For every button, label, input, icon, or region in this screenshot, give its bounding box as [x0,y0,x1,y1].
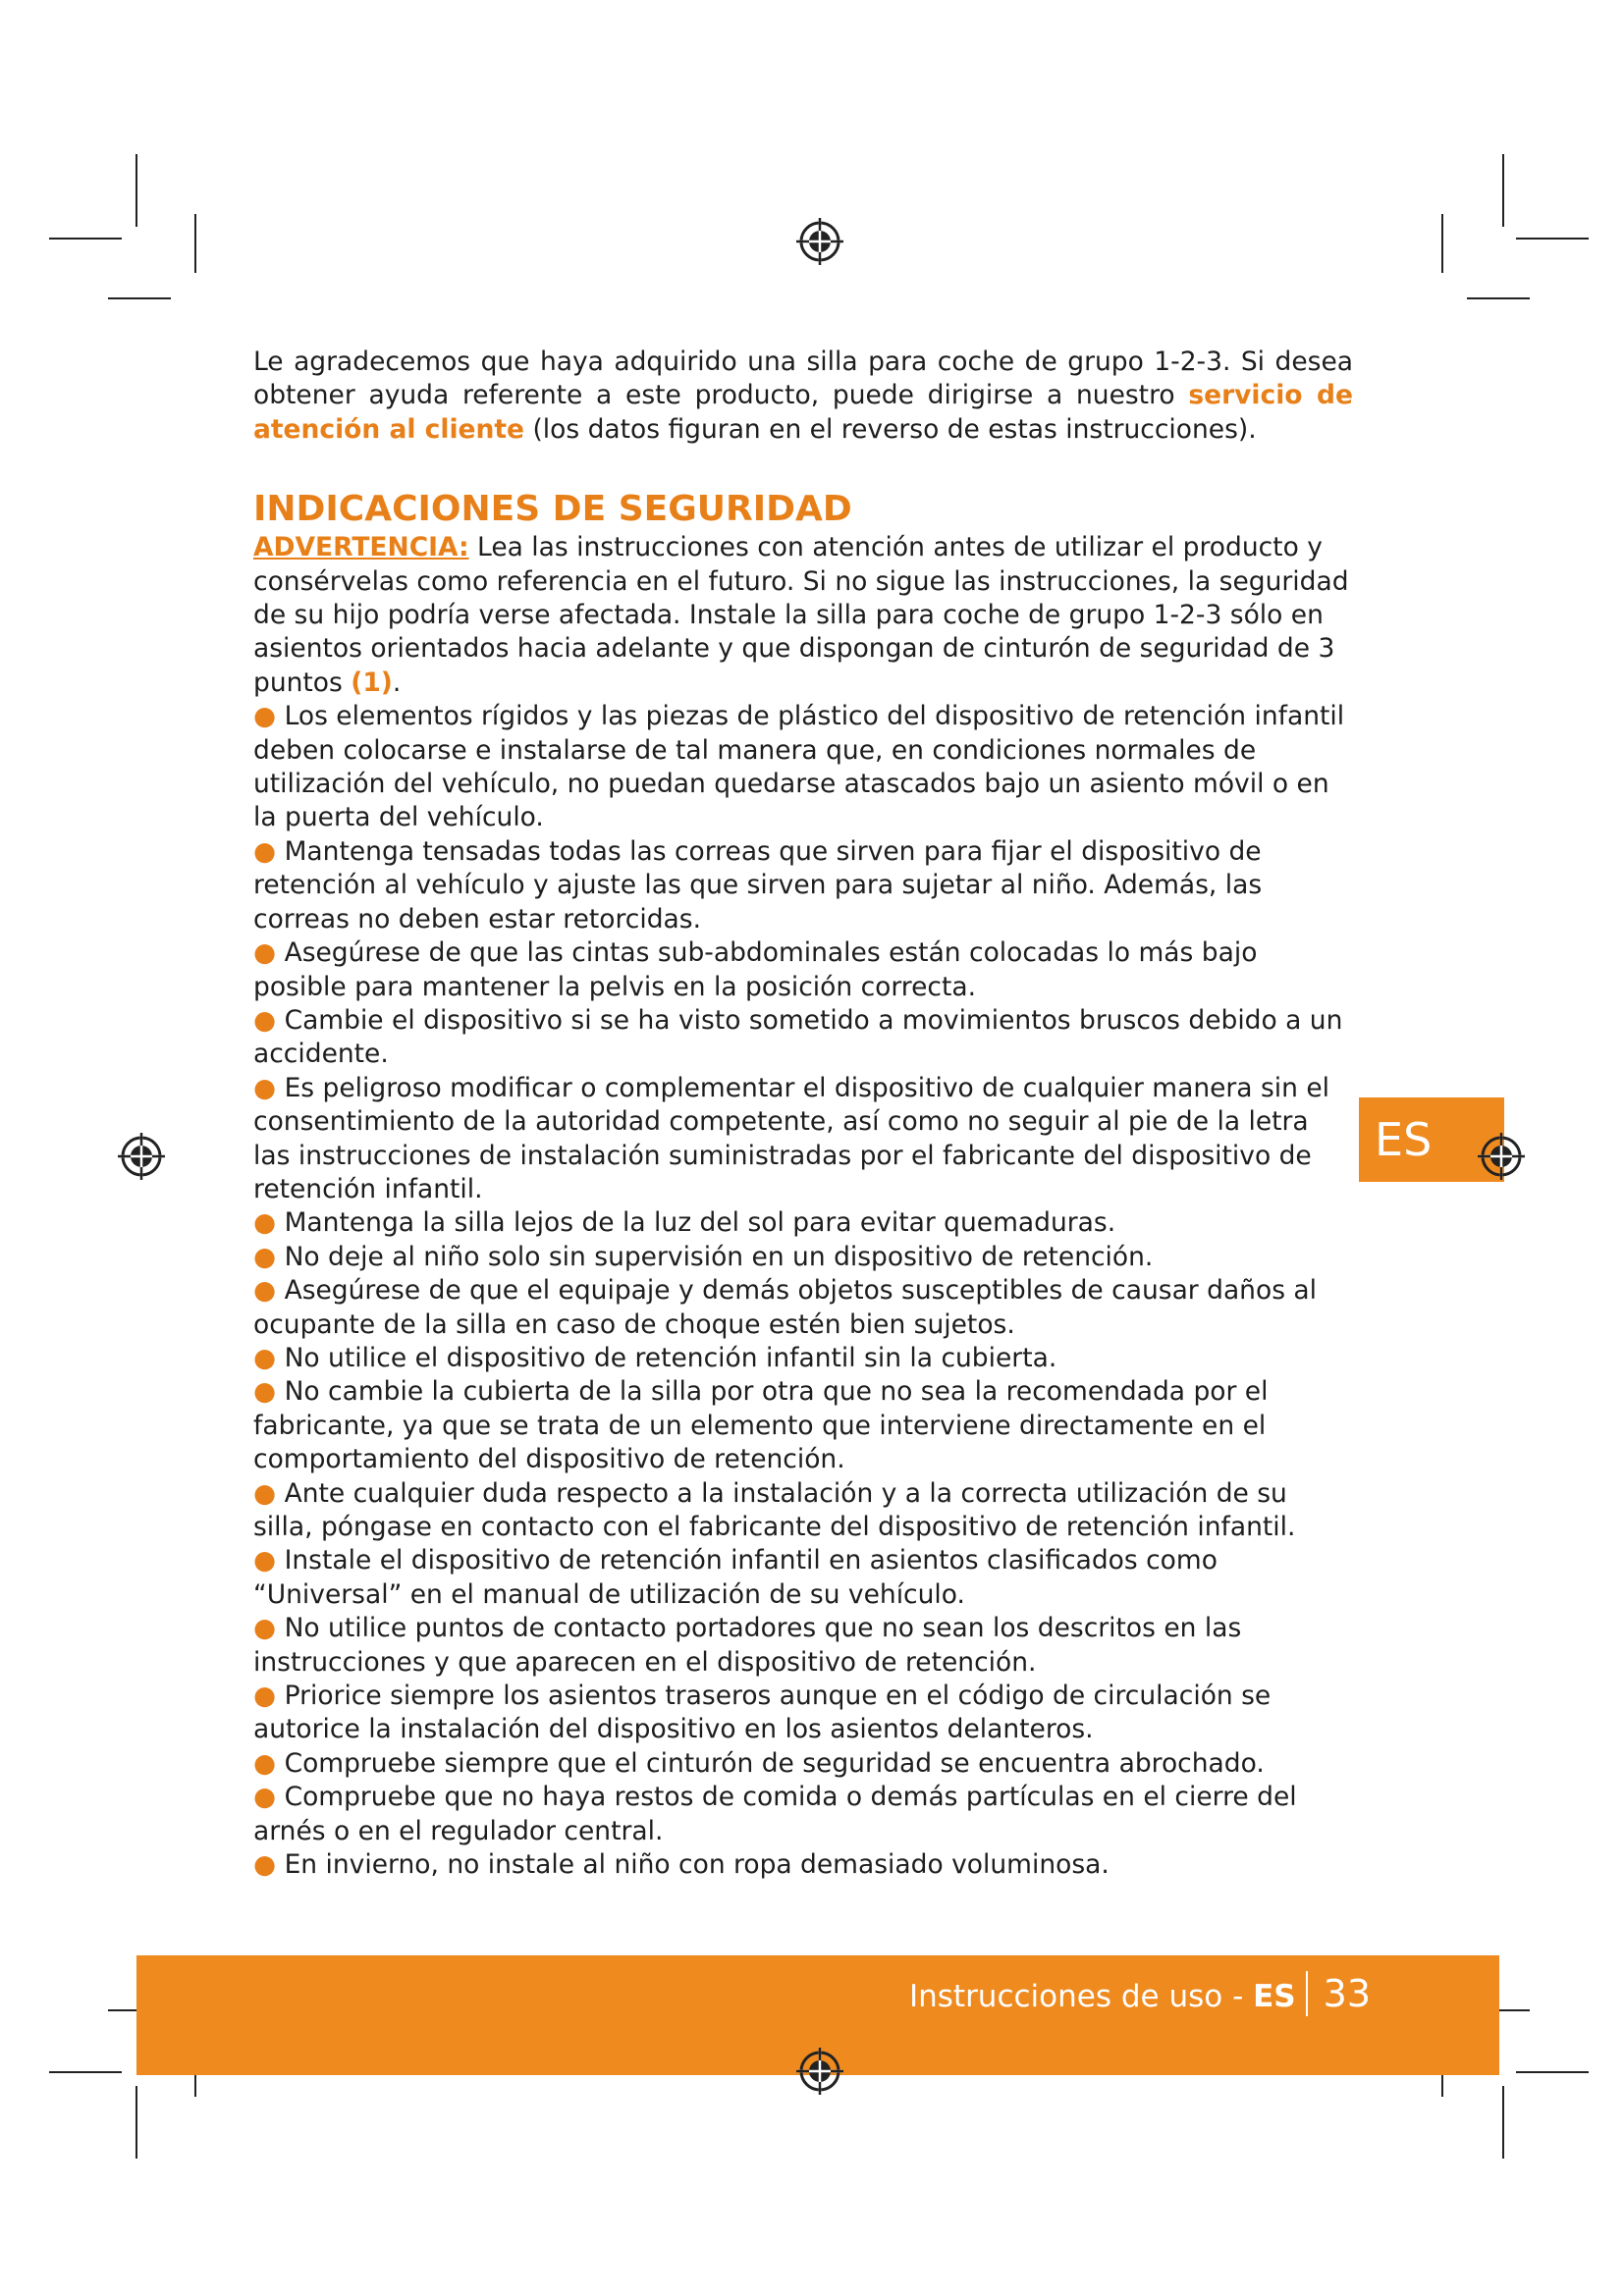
bullet-icon: ● [253,1613,277,1644]
warning-end: . [392,667,402,698]
footer [909,1971,1371,2016]
list-item-text: Instale el dispositivo de retención infantil en asientos clasificados como “Universal” en el manual de utilización de su vehículo. [253,1545,1218,1610]
crop-mark [49,238,122,240]
bullet-icon: ● [253,1545,277,1576]
bullet-icon: ● [253,835,277,867]
list-item [253,1680,1353,1747]
bullet-icon: ● [253,1747,277,1779]
crop-mark [108,297,171,299]
crop-mark [49,2071,122,2073]
bullet-icon: ● [253,1782,277,1813]
list-item-text: No utilice puntos de contacto portadores que no sean los descritos en las instrucciones y que aparecen en el dispositivo de retención. [253,1613,1242,1678]
list-item [253,1241,1353,1274]
list-item-text: No utilice el dispositivo de retención infantil sin la cubierta. [284,1342,1057,1373]
list-item [253,1747,1353,1781]
bullet-icon: ● [253,701,277,732]
crop-mark [1467,297,1530,299]
crop-mark [1441,214,1443,273]
footer-language: ES [1253,1979,1296,2014]
registration-mark-icon [794,2046,845,2097]
list-item-text: No cambie la cubierta de la silla por otra que no sea la recomendada por el fabricante, ya que se trata de un elemento que interviene directamente en el comportamiento del dispositivo de retención. [253,1376,1269,1475]
list-item-text: No deje al niño solo sin supervisión en un dispositivo de retención. [284,1241,1154,1272]
list-item [253,1848,1353,1882]
section-heading: INDICACIONES DE SEGURIDAD [253,489,852,530]
registration-mark-icon [1476,1131,1527,1182]
list-item-text: Ante cualquier duda respecto a la instalación y a la correcta utilización de su silla, póngase en contacto con el fabricante del dispositivo de retención infantil. [253,1477,1296,1542]
list-item-text: Compruebe que no haya restos de comida o demás partículas en el cierre del arnés o en el regulador central. [253,1782,1297,1846]
intro-paragraph [253,346,1353,447]
bullet-icon: ● [253,1477,277,1509]
warning-text: Lea las instrucciones con atención antes de utilizar el producto y consérvelas como referencia en el futuro. Si no sigue las instrucciones, la seguridad de su hijo podría verse afectada. Instale la silla para coche de grupo 1-2-3 sólo en asientos orientados hacia adelante y que dispongan de cinturón de seguridad de 3 puntos [253,532,1349,698]
list-item [253,1274,1353,1342]
bullet-icon: ● [253,1004,277,1036]
list-item [253,1781,1353,1848]
warning-paragraph [253,531,1353,700]
crop-mark [1516,238,1589,240]
bullet-icon: ● [253,937,277,969]
crop-mark [194,214,196,273]
list-item [253,1072,1353,1207]
list-item [253,1206,1353,1240]
list-item-text: Mantenga la silla lejos de la luz del sol para evitar quemaduras. [284,1207,1116,1239]
bullet-icon: ● [253,1849,277,1881]
bullet-icon: ● [253,1241,277,1272]
list-item-text: Asegúrese de que el equipaje y demás objetos susceptibles de causar daños al ocupante de la silla en caso de choque estén bien sujetos. [253,1275,1318,1340]
bullet-icon: ● [253,1342,277,1373]
list-item-text: Es peligroso modificar o complementar el dispositivo de cualquier manera sin el consentimiento de la autoridad competente, así como no seguir al pie de la letra las instrucciones de instalación suministradas por el fabricante del dispositivo de retención infantil. [253,1072,1330,1204]
list-item [253,1477,1353,1545]
footer-divider [1306,1971,1308,2016]
list-item-text: Asegúrese de que las cintas sub-abdominales están colocadas lo más bajo posible para mantener la pelvis en la posición correcta. [253,937,1258,1002]
bullet-icon: ● [253,1376,277,1408]
page-number: 33 [1323,1972,1371,2015]
list-item [253,936,1353,1004]
list-item [253,1544,1353,1612]
list-item [253,1375,1353,1476]
bullet-icon: ● [253,1275,277,1307]
bullet-icon: ● [253,1207,277,1239]
figure-reference: (1) [351,667,393,698]
bullet-icon: ● [253,1072,277,1103]
list-item [253,1004,1353,1072]
list-item-text: Mantenga tensadas todas las correas que sirven para fijar el dispositivo de retención al vehículo y ajuste las que sirven para sujetar al niño. Además, las correas no deben estar retorcidas. [253,835,1263,934]
crop-mark [135,2086,137,2159]
list-item-text: Los elementos rígidos y las piezas de plástico del dispositivo de retención infantil deben colocarse e instalarse de tal manera que, en condiciones normales de utilización del vehículo, no puedan quedarse atascados bajo un asiento móvil o en la puerta del vehículo. [253,701,1345,833]
list-item-text: Priorice siempre los asientos traseros aunque en el código de circulación se autorice la instalación del dispositivo en los asientos delanteros. [253,1681,1272,1745]
list-item [253,1342,1353,1375]
list-item-text: Compruebe siempre que el cinturón de seguridad se encuentra abrochado. [284,1747,1265,1779]
warning-label: ADVERTENCIA: [253,532,469,563]
crop-mark [1502,2086,1504,2159]
intro-text: Le agradecemos que haya adquirido una silla para coche de grupo 1-2-3. Si desea obtener ayuda referente a este producto, puede dirigirse a nuestro [253,347,1353,411]
list-item-text: En invierno, no instale al niño con ropa demasiado voluminosa. [284,1849,1110,1881]
registration-mark-icon [116,1131,167,1182]
list-item [253,700,1353,835]
intro-text-end: (los datos figuran en el reverso de estas instrucciones). [524,413,1257,445]
crop-mark [1516,2071,1589,2073]
safety-list [253,700,1353,1882]
crop-mark [1502,154,1504,227]
list-item [253,1612,1353,1680]
customer-service-highlight: servicio de atención al cliente [253,380,1353,445]
page-content [253,346,1353,1882]
registration-mark-icon [794,216,845,267]
language-tab-label: ES [1375,1113,1433,1166]
footer-label: Instrucciones de uso - [908,1979,1254,2014]
crop-mark [135,154,137,227]
list-item-text: Cambie el dispositivo si se ha visto sometido a movimientos bruscos debido a un accidente. [253,1004,1343,1070]
list-item [253,835,1353,936]
bullet-icon: ● [253,1681,277,1712]
